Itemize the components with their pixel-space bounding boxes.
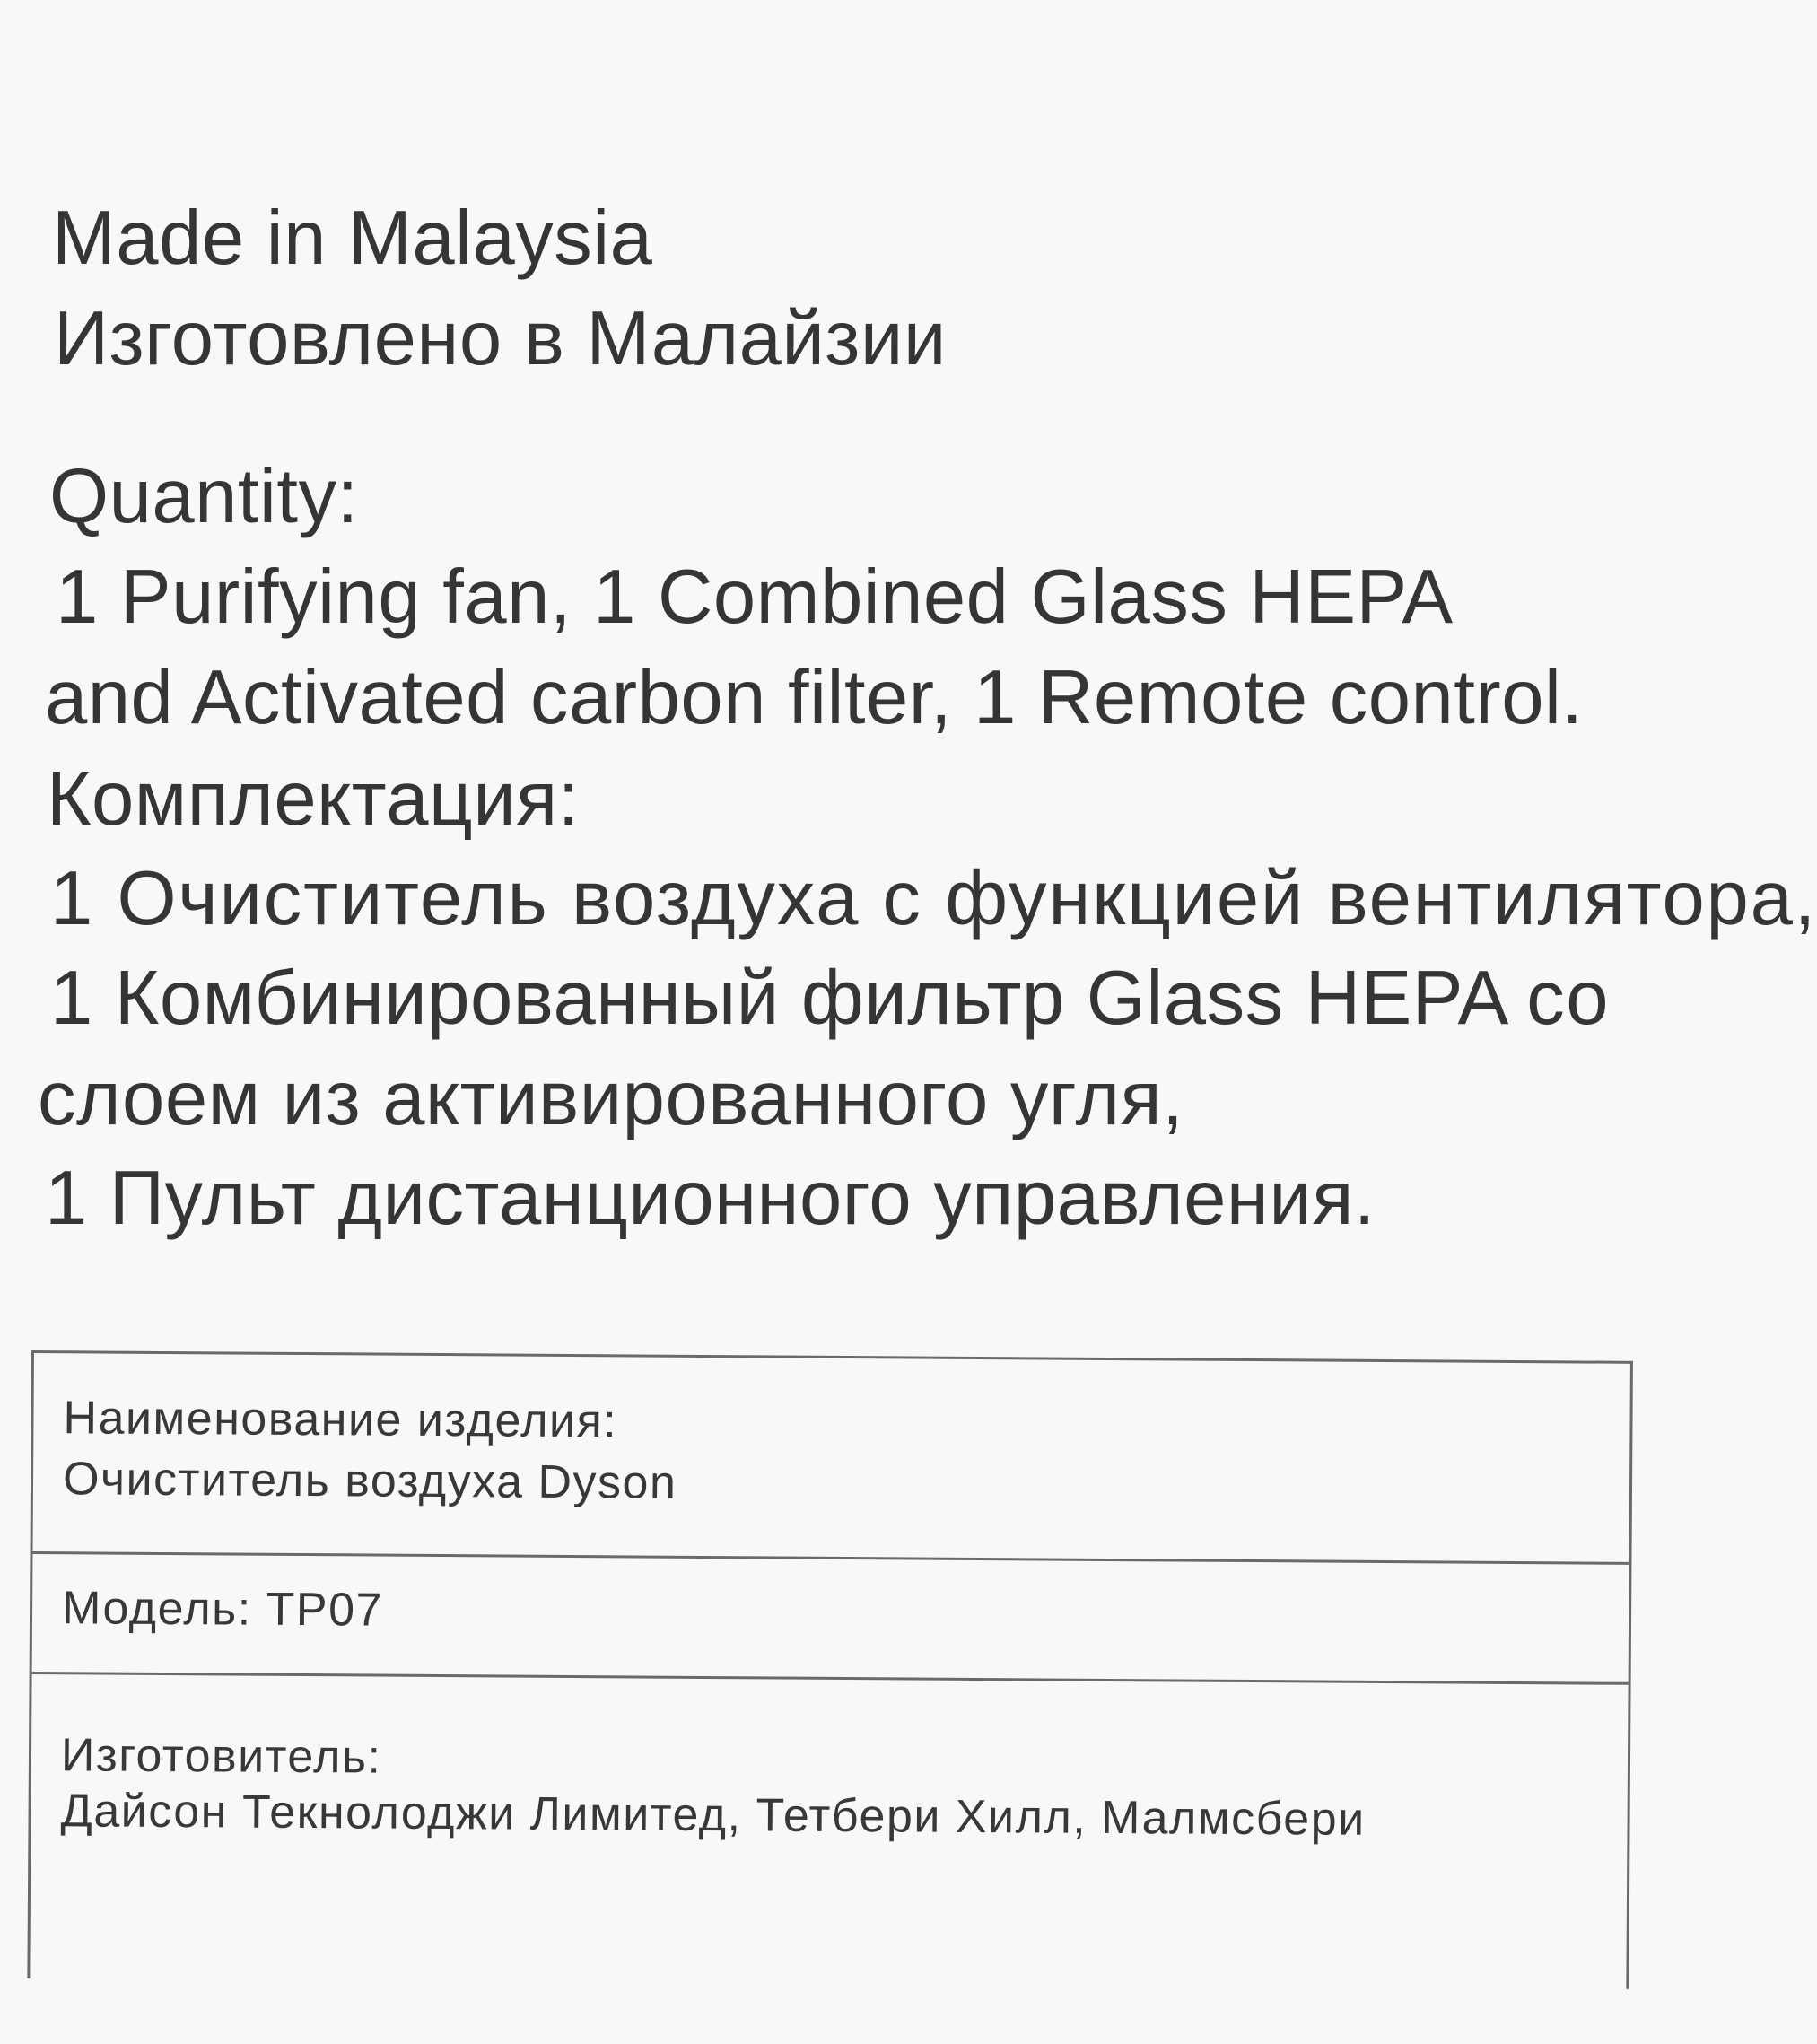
quantity-line-ru-1: 1 Очиститель воздуха с функцией вентилятора,: [50, 856, 1817, 941]
quantity-heading-en: Quantity:: [49, 454, 359, 539]
quantity-line-en-1: 1 Purifying fan, 1 Combined Glass HEPA: [56, 555, 1454, 640]
model-label: Модель: TP07: [61, 1582, 384, 1637]
origin-ru: Изготовлено в Малайзии: [54, 296, 947, 381]
manufacturer-value: Дайсон Текнолоджи Лимитед, Тетбери Хилл, Малмсбери: [60, 1785, 1366, 1846]
quantity-line-ru-4: 1 Пульт дистанционного управления.: [45, 1156, 1376, 1241]
quantity-line-ru-3: слоем из активированного угля,: [38, 1056, 1184, 1141]
manufacturer-label: Изготовитель:: [60, 1729, 382, 1784]
table-row-manufacturer: [30, 1674, 1629, 2044]
quantity-line-en-2: and Activated carbon filter, 1 Remote control.: [45, 655, 1584, 740]
quantity-heading-ru: Комплектация:: [47, 756, 580, 842]
table-row-product-name: [32, 1353, 1629, 1565]
product-name-value: Очиститель воздуха Dyson: [62, 1453, 677, 1509]
product-name-label: Наименование изделия:: [63, 1392, 618, 1448]
product-info-table: [27, 1350, 1633, 1989]
quantity-line-ru-2: 1 Комбинированный фильтр Glass HEPA со: [50, 956, 1610, 1041]
origin-en: Made in Malaysia: [52, 196, 653, 281]
table-row-model: [32, 1554, 1629, 1685]
